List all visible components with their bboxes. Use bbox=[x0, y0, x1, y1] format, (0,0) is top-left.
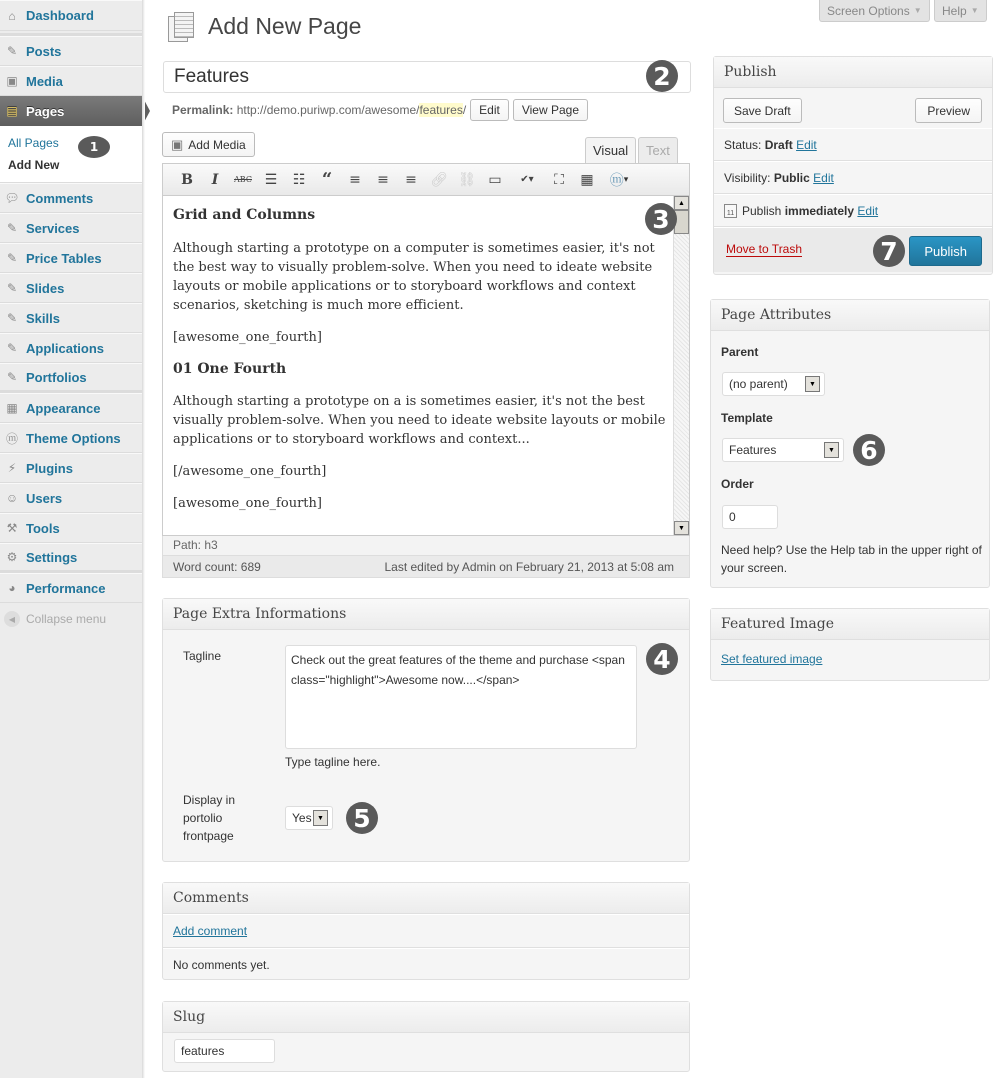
slug-input[interactable] bbox=[174, 1039, 275, 1063]
media-icon: ▣ bbox=[6, 74, 18, 88]
permalink-edit-button[interactable]: Edit bbox=[470, 99, 509, 121]
slug-box bbox=[162, 1001, 690, 1072]
parent-label: Parent bbox=[721, 345, 759, 359]
display-portfolio-select[interactable]: Yes ▼ bbox=[285, 806, 333, 830]
insert-more-icon[interactable]: ▭ bbox=[488, 171, 502, 188]
collapse-menu-button[interactable]: ◀ Collapse menu bbox=[0, 603, 142, 635]
page-extra-info-box bbox=[162, 598, 690, 862]
numbered-list-icon[interactable]: ☷ bbox=[292, 171, 306, 188]
strikethrough-icon[interactable]: ABC bbox=[234, 175, 252, 184]
order-input[interactable] bbox=[722, 505, 778, 529]
dashboard-icon: ⌂ bbox=[8, 8, 16, 23]
editor-status-bar bbox=[162, 556, 690, 578]
permalink-row: Permalink: http://demo.puriwp.com/awesome/features/ Edit View Page bbox=[172, 99, 588, 121]
scroll-up-icon[interactable]: ▲ bbox=[674, 196, 689, 210]
bullet-list-icon[interactable]: ☰ bbox=[264, 171, 278, 188]
align-left-icon[interactable]: ≡ bbox=[349, 171, 361, 188]
dropdown-arrow-icon: ▼ bbox=[970, 6, 979, 15]
sidebar-item-portfolios[interactable]: ✎ Portfolios bbox=[0, 363, 142, 393]
chevron-down-icon: ▼ bbox=[805, 376, 820, 392]
settings-icon: ⚙︎ bbox=[6, 550, 18, 564]
collapse-arrow-icon: ◀ bbox=[4, 611, 20, 627]
add-media-button[interactable]: ▣ Add Media bbox=[162, 132, 255, 157]
display-portfolio-label: Display in portolio frontpage bbox=[183, 793, 236, 843]
pin-icon: ✎ bbox=[6, 311, 18, 325]
sidebar-item-tools[interactable]: ⚒︎ Tools bbox=[0, 513, 142, 543]
sidebar-item-skills[interactable]: ✎ Skills bbox=[0, 303, 142, 333]
tagline-textarea[interactable] bbox=[285, 645, 637, 749]
tab-visual[interactable]: Visual bbox=[585, 137, 636, 163]
shortcode-m-icon[interactable]: ⓜ ▾ bbox=[609, 172, 629, 189]
annotation-badge-4: 4 bbox=[646, 643, 678, 675]
editor-path: Path: h3 bbox=[162, 536, 690, 556]
template-label: Template bbox=[721, 411, 773, 425]
screen-options-button[interactable]: Screen Options ▼ bbox=[819, 0, 930, 22]
fullscreen-icon[interactable]: ⛶ bbox=[554, 171, 564, 188]
add-media-icon: ▣ bbox=[171, 136, 184, 152]
annotation-badge-1: 1 bbox=[78, 136, 110, 158]
tagline-label: Tagline bbox=[183, 649, 222, 663]
visibility-row: Visibility: Public Edit bbox=[714, 161, 992, 194]
tab-text[interactable]: Text bbox=[638, 137, 678, 163]
sidebar-item-performance[interactable]: ◕ Performance bbox=[0, 573, 142, 603]
sidebar-item-services[interactable]: ✎ Services bbox=[0, 213, 142, 243]
editor-scrollbar[interactable] bbox=[673, 196, 689, 535]
theme-m-icon: ⓜ bbox=[5, 431, 18, 446]
permalink-slug: features bbox=[419, 103, 463, 117]
save-draft-button[interactable]: Save Draft bbox=[723, 98, 802, 123]
align-center-icon[interactable]: ≡ bbox=[377, 171, 389, 188]
scroll-down-icon[interactable]: ▼ bbox=[674, 521, 689, 535]
submenu-all-pages[interactable]: All Pages bbox=[8, 136, 59, 150]
bold-icon[interactable]: B bbox=[181, 171, 193, 188]
admin-sidebar bbox=[0, 0, 143, 1078]
sidebar-item-slides[interactable]: ✎ Slides bbox=[0, 273, 142, 303]
template-select[interactable]: Features ▼ bbox=[722, 438, 844, 462]
pin-icon: ✎ bbox=[6, 281, 18, 295]
page-title: Add New Page bbox=[208, 13, 362, 39]
unlink-icon[interactable]: ⛓︎ bbox=[458, 171, 476, 188]
blockquote-icon[interactable]: “ bbox=[321, 169, 333, 190]
add-comment-link[interactable]: Add comment bbox=[173, 924, 248, 938]
permalink-url[interactable]: http://demo.puriwp.com/awesome/features/ bbox=[236, 103, 467, 117]
italic-icon[interactable]: I bbox=[211, 171, 219, 188]
sidebar-item-appearance[interactable]: ▦ Appearance bbox=[0, 393, 142, 423]
last-edited: Last edited by Admin on February 21, 2013 at 5:08 am bbox=[384, 559, 674, 574]
pin-icon: ✎ bbox=[6, 370, 18, 384]
pin-icon: ✎ bbox=[6, 251, 18, 265]
annotation-badge-5: 5 bbox=[346, 802, 378, 834]
postbox-title: Page Attributes bbox=[711, 300, 989, 331]
postbox-title: Slug bbox=[163, 1002, 689, 1033]
move-to-trash-link[interactable]: Move to Trash bbox=[726, 242, 803, 256]
kitchen-sink-icon[interactable]: ▦ bbox=[580, 171, 594, 188]
pages-header-icon bbox=[168, 12, 196, 44]
help-button[interactable]: Help ▼ bbox=[934, 0, 987, 22]
editor-toolbar bbox=[162, 163, 690, 196]
sidebar-item-users[interactable]: ☺ Users bbox=[0, 483, 142, 513]
sidebar-item-plugins[interactable]: ⚡︎ Plugins bbox=[0, 453, 142, 483]
featured-image-box bbox=[710, 608, 990, 681]
postbox-title: Featured Image bbox=[711, 609, 989, 640]
order-label: Order bbox=[721, 477, 754, 491]
pin-icon: ✎ bbox=[6, 341, 18, 355]
status-row: Status: Draft Edit bbox=[714, 128, 992, 161]
sidebar-item-media[interactable]: ▣ Media bbox=[0, 66, 142, 96]
schedule-row: 11 Publish immediately Edit bbox=[714, 194, 992, 227]
annotation-badge-6: 6 bbox=[853, 434, 885, 466]
submenu-add-new[interactable]: Add New bbox=[8, 158, 60, 172]
publish-button[interactable]: Publish bbox=[909, 236, 982, 266]
annotation-badge-3: 3 bbox=[645, 203, 677, 235]
align-right-icon[interactable]: ≡ bbox=[405, 171, 417, 188]
edit-visibility-link[interactable]: Edit bbox=[813, 170, 834, 185]
sidebar-item-settings[interactable]: ⚙︎ Settings bbox=[0, 543, 142, 573]
attributes-help-text: Need help? Use the Help tab in the upper right of your screen. bbox=[721, 543, 982, 575]
tools-icon: ⚒︎ bbox=[6, 521, 18, 535]
chevron-down-icon: ▼ bbox=[313, 810, 328, 826]
users-icon: ☺ bbox=[5, 491, 19, 505]
sidebar-item-theme-options[interactable]: ⓜ Theme Options bbox=[0, 423, 142, 453]
calendar-icon: 11 bbox=[724, 204, 737, 218]
postbox-title: Comments bbox=[163, 883, 689, 914]
plug-icon: ⚡︎ bbox=[7, 461, 17, 475]
pages-submenu bbox=[0, 126, 142, 183]
annotation-badge-2: 2 bbox=[646, 60, 678, 92]
word-count: Word count: 689 bbox=[173, 559, 261, 574]
appearance-icon: ▦ bbox=[6, 401, 18, 415]
sidebar-item-pages[interactable]: ▤ Pages bbox=[0, 96, 142, 126]
editor-content-area[interactable]: Grid and Columns Although starting a prototype on a computer is sometimes easier, it's not the best way to visually problem-solve. When you need to ideate website layouts or mobile applications or to storyboard workflows and context scenarios, sketching is much more efficient. [awesome_one_fourth] 01 One Fourth Although starting a prototype on a is sometimes easier, it's not the best visually problem-solve. When you need to ideate website layouts or mobile applications or to storyboard workflows and context... [/awesome_one_fourth] [awesome_one_fourth] ▲ ▼ bbox=[162, 196, 690, 536]
preview-button[interactable]: Preview bbox=[915, 98, 982, 123]
postbox-title: Publish bbox=[714, 57, 992, 88]
sidebar-item-dashboard[interactable]: ⌂ Dashboard bbox=[0, 0, 142, 31]
pages-icon: ▤ bbox=[6, 104, 18, 118]
parent-select[interactable]: (no parent) ▼ bbox=[722, 372, 825, 396]
sidebar-item-posts[interactable]: ✎ Posts bbox=[0, 36, 142, 66]
edit-schedule-link[interactable]: Edit bbox=[857, 203, 879, 218]
tagline-hint: Type tagline here. bbox=[285, 755, 381, 769]
spellcheck-icon[interactable]: ✔▾ bbox=[520, 174, 534, 185]
view-page-button[interactable]: View Page bbox=[513, 99, 588, 121]
sidebar-item-price-tables[interactable]: ✎ Price Tables bbox=[0, 243, 142, 273]
no-comments-text: No comments yet. bbox=[163, 948, 689, 980]
post-title-input[interactable] bbox=[163, 61, 691, 93]
insert-link-icon[interactable]: 🔗︎ bbox=[430, 171, 448, 188]
comments-box bbox=[162, 882, 690, 980]
pin-icon: ✎ bbox=[6, 221, 18, 235]
set-featured-image-link[interactable]: Set featured image bbox=[721, 652, 823, 666]
performance-icon: ◕ bbox=[8, 581, 16, 595]
publish-box bbox=[713, 56, 993, 275]
sidebar-item-comments[interactable]: 💬︎ Comments bbox=[0, 183, 142, 213]
chevron-down-icon: ▼ bbox=[824, 442, 839, 458]
sidebar-item-applications[interactable]: ✎ Applications bbox=[0, 333, 142, 363]
comment-bubble-icon: 💬︎ bbox=[4, 191, 20, 205]
edit-status-link[interactable]: Edit bbox=[796, 137, 817, 152]
pin-icon: ✎ bbox=[6, 44, 18, 58]
annotation-badge-7: 7 bbox=[873, 235, 905, 267]
page-attributes-box bbox=[710, 299, 990, 588]
postbox-title: Page Extra Informations bbox=[163, 599, 689, 630]
dropdown-arrow-icon: ▼ bbox=[913, 6, 922, 15]
